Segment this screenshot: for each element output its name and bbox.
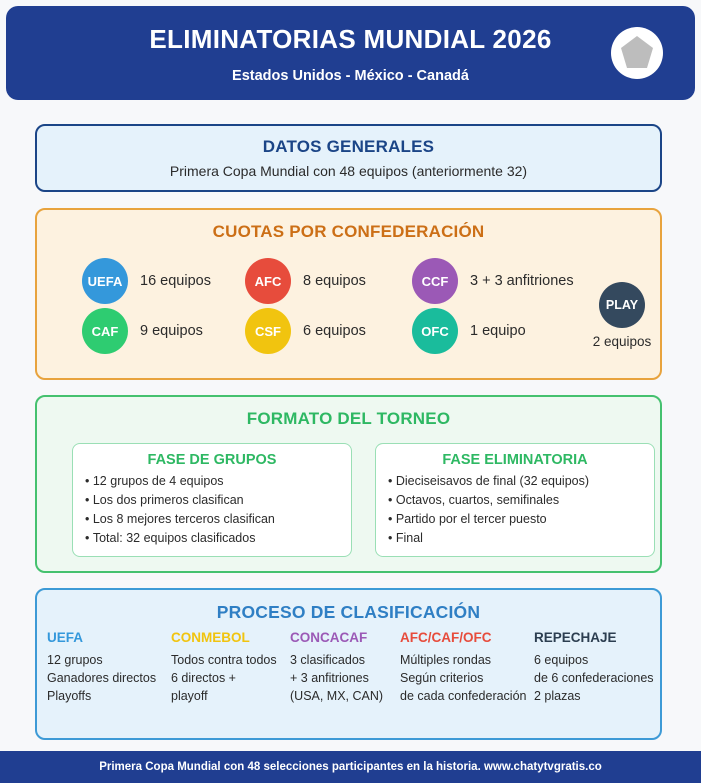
proceso-column-uefa [47, 630, 156, 705]
list-item: • Los 8 mejores terceros clasifican [85, 510, 339, 529]
proceso-column-afc-caf-ofc [400, 630, 526, 705]
confederation-quota-csf: 6 equipos [303, 323, 366, 339]
proceso-column-concacaf [290, 630, 383, 705]
datos-subtitle: Primera Copa Mundial con 48 equipos (anteriormente 32) [169, 163, 528, 179]
confederation-item-ccf [412, 258, 574, 304]
proceso-title: PROCESO DE CLASIFICACIÓN [216, 602, 481, 622]
proceso-line: Múltiples rondas [400, 653, 492, 667]
fase-eliminatoria-list [388, 472, 642, 548]
confederation-item-ofc [412, 308, 526, 354]
confederation-badge-afc: AFC [245, 258, 291, 304]
section-formato [35, 395, 662, 573]
confederation-item-caf [82, 308, 203, 354]
proceso-header-concacaf: CONCACAF [290, 630, 368, 645]
proceso-columns [37, 630, 664, 730]
proceso-line: 3 clasificados [290, 653, 366, 667]
proceso-line: 6 directos + [171, 671, 236, 685]
list-item: • Los dos primeros clasifican [85, 491, 339, 510]
confederation-badge-uefa: UEFA [82, 258, 128, 304]
proceso-line: (USA, MX, CAN) [290, 689, 384, 703]
confederation-badge-ofc: OFC [412, 308, 458, 354]
proceso-header-repechaje: REPECHAJE [534, 630, 617, 645]
proceso-line: 12 grupos [47, 653, 103, 667]
fase-eliminatoria-title: FASE ELIMINATORIA [442, 452, 588, 468]
proceso-line: Playoffs [47, 689, 92, 703]
proceso-line: de 6 confederaciones [534, 671, 654, 685]
confederation-item-uefa [82, 258, 211, 304]
section-datos-generales [35, 124, 662, 192]
confederation-badge-csf: CSF [245, 308, 291, 354]
confederation-quota-afc: 8 equipos [303, 273, 366, 289]
confederation-grid [37, 250, 664, 378]
proceso-line: de cada confederación [400, 689, 527, 703]
proceso-line: playoff [171, 689, 208, 703]
proceso-line: + 3 anfitriones [290, 671, 369, 685]
confederation-quota-ofc: 1 equipo [470, 323, 526, 339]
page-title: ELIMINATORIAS MUNDIAL 2026 [149, 24, 552, 54]
proceso-column-repechaje [534, 630, 654, 705]
soccer-ball-pentagon-icon [611, 27, 663, 79]
footer-bar [0, 751, 701, 783]
playoff-badge: PLAY [599, 282, 645, 328]
proceso-line: 2 plazas [534, 689, 581, 703]
list-item: • 12 grupos de 4 equipos [85, 472, 339, 491]
datos-title: DATOS GENERALES [262, 137, 435, 156]
confederation-item-csf [245, 308, 366, 354]
subsection-fase-eliminatoria [375, 443, 655, 557]
formato-title: FORMATO DEL TORNEO [246, 409, 451, 428]
subsection-fase-de-grupos [72, 443, 352, 557]
confederation-quota-ccf: 3 + 3 anfitriones [470, 273, 574, 289]
cuotas-title: CUOTAS POR CONFEDERACIÓN [212, 222, 485, 241]
list-item: • Final [388, 529, 642, 548]
header-banner [6, 6, 695, 100]
header-subtitle: Estados Unidos - México - Canadá [232, 68, 469, 84]
proceso-header-uefa: UEFA [47, 630, 84, 645]
confederation-quota-caf: 9 equipos [140, 323, 203, 339]
proceso-line: Según criterios [400, 671, 484, 685]
confederation-quota-uefa: 16 equipos [140, 273, 211, 289]
proceso-header-conmebol: CONMEBOL [171, 630, 250, 645]
fase-grupos-list [85, 472, 339, 548]
playoff-quota: 2 equipos [592, 334, 652, 349]
confederation-item-afc [245, 258, 366, 304]
playoff-item [577, 282, 667, 349]
list-item: • Dieciseisavos de final (32 equipos) [388, 472, 642, 491]
proceso-line: Todos contra todos [171, 653, 277, 667]
footer-text: Primera Copa Mundial con 48 selecciones participantes en la historia. www.chatytvgratis.co [99, 761, 602, 773]
confederation-badge-caf: CAF [82, 308, 128, 354]
proceso-header-afc-caf-ofc: AFC/CAF/OFC [400, 630, 492, 645]
list-item: • Octavos, cuartos, semifinales [388, 491, 642, 510]
section-cuotas [35, 208, 662, 380]
list-item: • Partido por el tercer puesto [388, 510, 642, 529]
section-proceso-clasificacion [35, 588, 662, 740]
proceso-column-conmebol [171, 630, 277, 705]
fase-grupos-title: FASE DE GRUPOS [147, 452, 277, 468]
proceso-line: 6 equipos [534, 653, 589, 667]
proceso-line: Ganadores directos [47, 671, 157, 685]
list-item: • Total: 32 equipos clasificados [85, 529, 339, 548]
confederation-badge-ccf: CCF [412, 258, 458, 304]
